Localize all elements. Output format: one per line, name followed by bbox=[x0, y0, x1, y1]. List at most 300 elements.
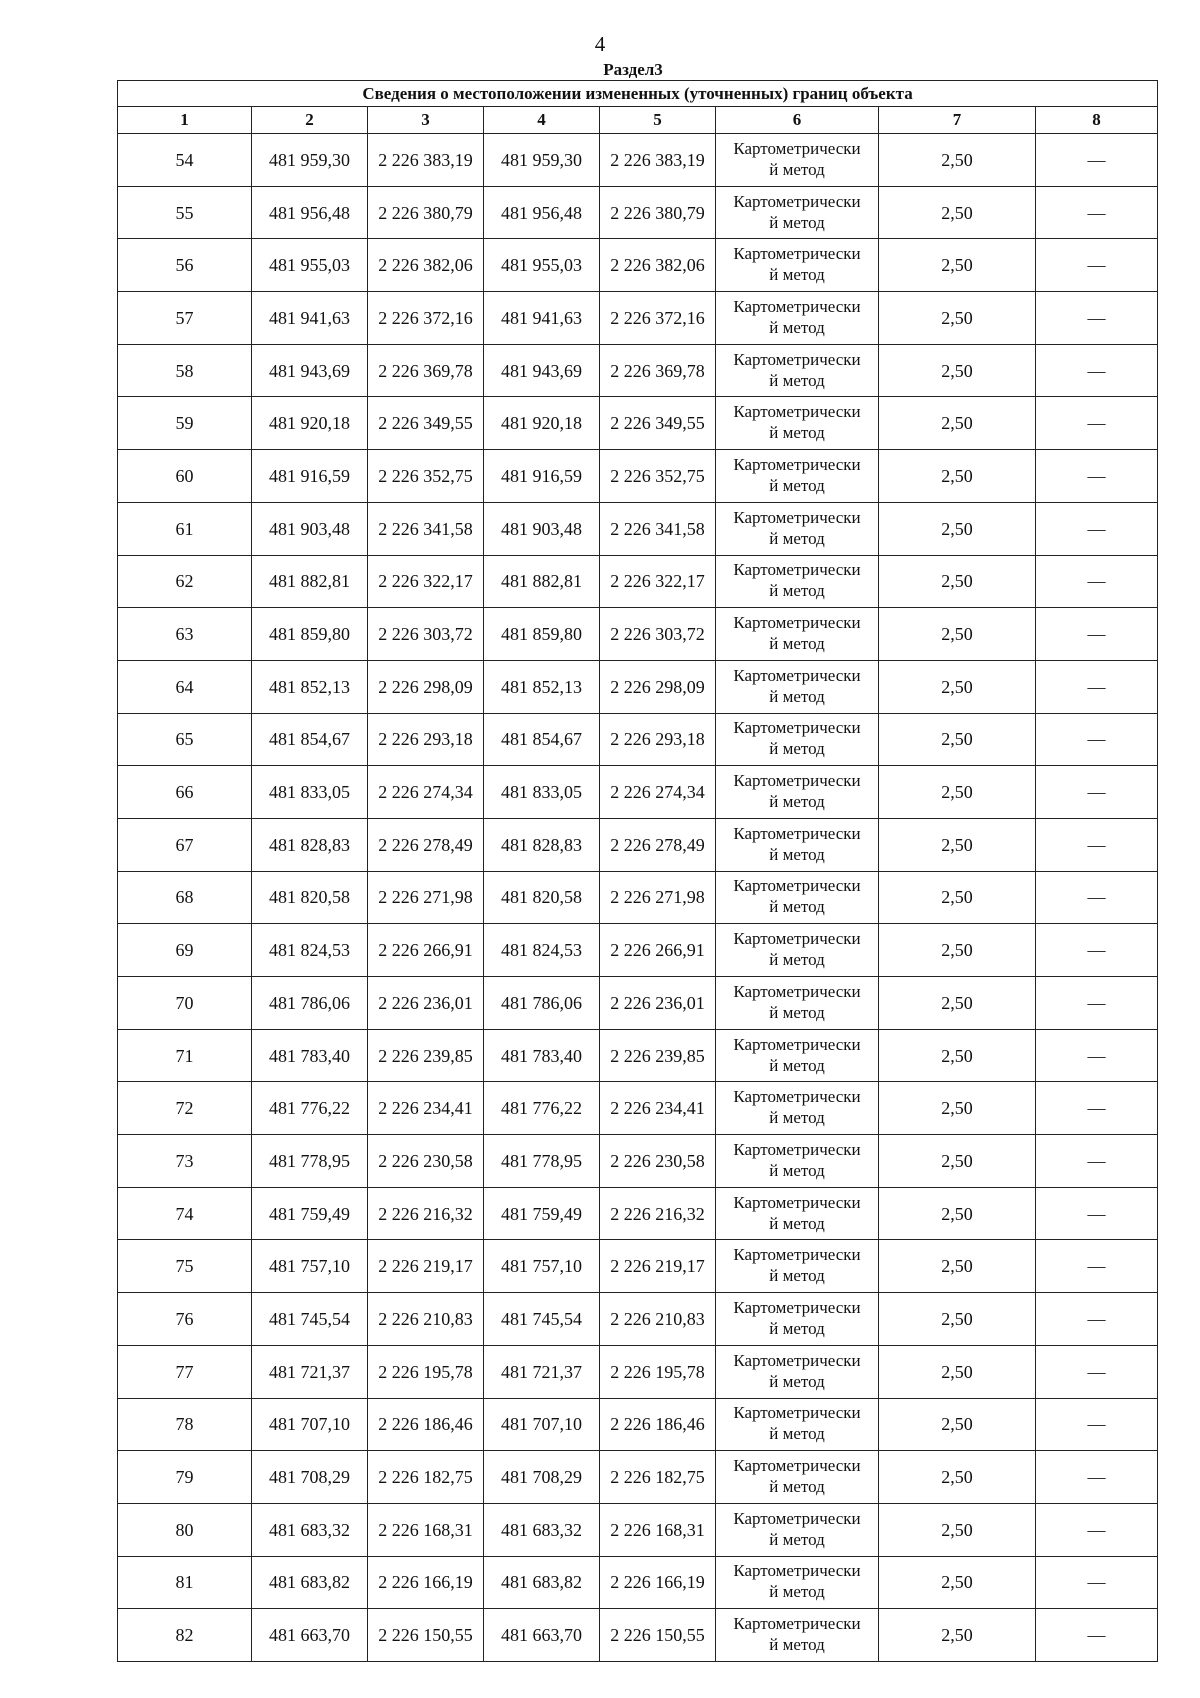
new-y-coordinate-cell: 2 226 234,41 bbox=[600, 1082, 716, 1135]
new-y-coordinate-cell: 2 226 210,83 bbox=[600, 1293, 716, 1346]
note-cell: — bbox=[1036, 450, 1158, 503]
existing-x-coordinate-cell: 481 786,06 bbox=[252, 977, 368, 1030]
note-cell: — bbox=[1036, 1240, 1158, 1293]
method-line-1: Картометрически bbox=[733, 402, 861, 422]
existing-x-coordinate-cell: 481 683,82 bbox=[252, 1556, 368, 1609]
table-row bbox=[118, 344, 1158, 397]
method-line-2: й метод bbox=[769, 634, 825, 654]
point-number-cell: 64 bbox=[118, 660, 252, 713]
table-row bbox=[118, 134, 1158, 187]
method-line-1: Картометрически bbox=[733, 138, 861, 158]
method-line-2: й метод bbox=[769, 1424, 825, 1444]
accuracy-cell: 2,50 bbox=[879, 977, 1036, 1030]
note-cell: — bbox=[1036, 1187, 1158, 1240]
point-number-cell: 74 bbox=[118, 1187, 252, 1240]
existing-x-coordinate-cell: 481 955,03 bbox=[252, 239, 368, 292]
method-cell bbox=[716, 608, 879, 661]
column-header: 2 bbox=[252, 107, 368, 134]
existing-x-coordinate-cell: 481 783,40 bbox=[252, 1029, 368, 1082]
existing-y-coordinate-cell: 2 226 383,19 bbox=[368, 134, 484, 187]
method-line-2: й метод bbox=[769, 686, 825, 706]
accuracy-cell: 2,50 bbox=[879, 186, 1036, 239]
column-header: 1 bbox=[118, 107, 252, 134]
new-x-coordinate-cell: 481 683,32 bbox=[484, 1503, 600, 1556]
point-number-cell: 81 bbox=[118, 1556, 252, 1609]
note-cell: — bbox=[1036, 1135, 1158, 1188]
new-y-coordinate-cell: 2 226 182,75 bbox=[600, 1451, 716, 1504]
table-body bbox=[118, 134, 1158, 1662]
existing-y-coordinate-cell: 2 226 195,78 bbox=[368, 1345, 484, 1398]
point-number-cell: 61 bbox=[118, 502, 252, 555]
new-y-coordinate-cell: 2 226 168,31 bbox=[600, 1503, 716, 1556]
method-cell bbox=[716, 555, 879, 608]
method-line-1: Картометрически bbox=[733, 191, 861, 211]
table-row bbox=[118, 239, 1158, 292]
table-row bbox=[118, 1398, 1158, 1451]
method-line-2: й метод bbox=[769, 265, 825, 285]
note-cell: — bbox=[1036, 1556, 1158, 1609]
new-x-coordinate-cell: 481 955,03 bbox=[484, 239, 600, 292]
note-cell: — bbox=[1036, 239, 1158, 292]
new-x-coordinate-cell: 481 824,53 bbox=[484, 924, 600, 977]
new-y-coordinate-cell: 2 226 216,32 bbox=[600, 1187, 716, 1240]
method-line-1: Картометрически bbox=[733, 1403, 861, 1423]
new-x-coordinate-cell: 481 708,29 bbox=[484, 1451, 600, 1504]
page-number: 4 bbox=[594, 32, 606, 56]
existing-x-coordinate-cell: 481 824,53 bbox=[252, 924, 368, 977]
method-line-1: Картометрически bbox=[733, 613, 861, 633]
new-x-coordinate-cell: 481 916,59 bbox=[484, 450, 600, 503]
table-row bbox=[118, 1345, 1158, 1398]
method-line-1: Картометрически bbox=[733, 244, 861, 264]
method-cell bbox=[716, 1082, 879, 1135]
point-number-cell: 55 bbox=[118, 186, 252, 239]
existing-y-coordinate-cell: 2 226 382,06 bbox=[368, 239, 484, 292]
new-x-coordinate-cell: 481 956,48 bbox=[484, 186, 600, 239]
method-line-2: й метод bbox=[769, 1108, 825, 1128]
existing-y-coordinate-cell: 2 226 166,19 bbox=[368, 1556, 484, 1609]
accuracy-cell: 2,50 bbox=[879, 239, 1036, 292]
method-cell bbox=[716, 1556, 879, 1609]
method-line-2: й метод bbox=[769, 1002, 825, 1022]
new-x-coordinate-cell: 481 943,69 bbox=[484, 344, 600, 397]
method-line-1: Картометрически bbox=[733, 823, 861, 843]
existing-x-coordinate-cell: 481 916,59 bbox=[252, 450, 368, 503]
table-row bbox=[118, 1451, 1158, 1504]
note-cell: — bbox=[1036, 1345, 1158, 1398]
table-row bbox=[118, 1609, 1158, 1662]
method-line-1: Картометрически bbox=[733, 876, 861, 896]
existing-x-coordinate-cell: 481 828,83 bbox=[252, 818, 368, 871]
method-line-2: й метод bbox=[769, 1318, 825, 1338]
method-cell bbox=[716, 1240, 879, 1293]
point-number-cell: 67 bbox=[118, 818, 252, 871]
accuracy-cell: 2,50 bbox=[879, 871, 1036, 924]
method-line-1: Картометрически bbox=[733, 1245, 861, 1265]
existing-y-coordinate-cell: 2 226 210,83 bbox=[368, 1293, 484, 1346]
new-x-coordinate-cell: 481 941,63 bbox=[484, 292, 600, 345]
point-number-cell: 57 bbox=[118, 292, 252, 345]
accuracy-cell: 2,50 bbox=[879, 924, 1036, 977]
note-cell: — bbox=[1036, 1609, 1158, 1662]
existing-x-coordinate-cell: 481 707,10 bbox=[252, 1398, 368, 1451]
point-number-cell: 70 bbox=[118, 977, 252, 1030]
note-cell: — bbox=[1036, 1398, 1158, 1451]
existing-x-coordinate-cell: 481 721,37 bbox=[252, 1345, 368, 1398]
existing-x-coordinate-cell: 481 959,30 bbox=[252, 134, 368, 187]
point-number-cell: 73 bbox=[118, 1135, 252, 1188]
method-line-1: Картометрически bbox=[733, 718, 861, 738]
method-line-1: Картометрически bbox=[733, 507, 861, 527]
accuracy-cell: 2,50 bbox=[879, 1240, 1036, 1293]
accuracy-cell: 2,50 bbox=[879, 713, 1036, 766]
point-number-cell: 82 bbox=[118, 1609, 252, 1662]
column-header: 5 bbox=[600, 107, 716, 134]
existing-y-coordinate-cell: 2 226 298,09 bbox=[368, 660, 484, 713]
existing-x-coordinate-cell: 481 956,48 bbox=[252, 186, 368, 239]
method-cell bbox=[716, 660, 879, 713]
method-cell bbox=[716, 134, 879, 187]
method-line-2: й метод bbox=[769, 1529, 825, 1549]
method-line-2: й метод bbox=[769, 1582, 825, 1602]
new-y-coordinate-cell: 2 226 186,46 bbox=[600, 1398, 716, 1451]
existing-y-coordinate-cell: 2 226 369,78 bbox=[368, 344, 484, 397]
method-line-1: Картометрически bbox=[733, 1087, 861, 1107]
new-x-coordinate-cell: 481 859,80 bbox=[484, 608, 600, 661]
table-row bbox=[118, 1187, 1158, 1240]
method-cell bbox=[716, 1345, 879, 1398]
method-line-2: й метод bbox=[769, 317, 825, 337]
new-x-coordinate-cell: 481 683,82 bbox=[484, 1556, 600, 1609]
method-line-1: Картометрически bbox=[733, 1350, 861, 1370]
table-row bbox=[118, 871, 1158, 924]
accuracy-cell: 2,50 bbox=[879, 450, 1036, 503]
method-line-1: Картометрически bbox=[733, 929, 861, 949]
coordinates-table bbox=[117, 80, 1158, 1662]
new-y-coordinate-cell: 2 226 322,17 bbox=[600, 555, 716, 608]
method-line-1: Картометрически bbox=[733, 1034, 861, 1054]
existing-x-coordinate-cell: 481 663,70 bbox=[252, 1609, 368, 1662]
method-cell bbox=[716, 292, 879, 345]
point-number-cell: 69 bbox=[118, 924, 252, 977]
existing-y-coordinate-cell: 2 226 349,55 bbox=[368, 397, 484, 450]
method-cell bbox=[716, 1451, 879, 1504]
accuracy-cell: 2,50 bbox=[879, 1451, 1036, 1504]
method-line-2: й метод bbox=[769, 1055, 825, 1075]
existing-y-coordinate-cell: 2 226 322,17 bbox=[368, 555, 484, 608]
existing-y-coordinate-cell: 2 226 182,75 bbox=[368, 1451, 484, 1504]
new-y-coordinate-cell: 2 226 266,91 bbox=[600, 924, 716, 977]
existing-y-coordinate-cell: 2 226 372,16 bbox=[368, 292, 484, 345]
existing-x-coordinate-cell: 481 820,58 bbox=[252, 871, 368, 924]
new-x-coordinate-cell: 481 778,95 bbox=[484, 1135, 600, 1188]
existing-y-coordinate-cell: 2 226 150,55 bbox=[368, 1609, 484, 1662]
point-number-cell: 78 bbox=[118, 1398, 252, 1451]
table-row bbox=[118, 924, 1158, 977]
accuracy-cell: 2,50 bbox=[879, 502, 1036, 555]
new-x-coordinate-cell: 481 833,05 bbox=[484, 766, 600, 819]
new-y-coordinate-cell: 2 226 236,01 bbox=[600, 977, 716, 1030]
accuracy-cell: 2,50 bbox=[879, 818, 1036, 871]
accuracy-cell: 2,50 bbox=[879, 134, 1036, 187]
method-line-2: й метод bbox=[769, 1213, 825, 1233]
accuracy-cell: 2,50 bbox=[879, 555, 1036, 608]
existing-y-coordinate-cell: 2 226 352,75 bbox=[368, 450, 484, 503]
existing-y-coordinate-cell: 2 226 219,17 bbox=[368, 1240, 484, 1293]
method-line-2: й метод bbox=[769, 739, 825, 759]
table-row bbox=[118, 608, 1158, 661]
accuracy-cell: 2,50 bbox=[879, 1556, 1036, 1609]
existing-x-coordinate-cell: 481 859,80 bbox=[252, 608, 368, 661]
table-row bbox=[118, 977, 1158, 1030]
note-cell: — bbox=[1036, 292, 1158, 345]
note-cell: — bbox=[1036, 1503, 1158, 1556]
point-number-cell: 75 bbox=[118, 1240, 252, 1293]
table-row bbox=[118, 713, 1158, 766]
existing-x-coordinate-cell: 481 776,22 bbox=[252, 1082, 368, 1135]
new-x-coordinate-cell: 481 959,30 bbox=[484, 134, 600, 187]
method-cell bbox=[716, 977, 879, 1030]
method-cell bbox=[716, 1187, 879, 1240]
point-number-cell: 58 bbox=[118, 344, 252, 397]
note-cell: — bbox=[1036, 660, 1158, 713]
table-row bbox=[118, 450, 1158, 503]
method-line-1: Картометрически bbox=[733, 981, 861, 1001]
method-cell bbox=[716, 766, 879, 819]
method-cell bbox=[716, 1293, 879, 1346]
note-cell: — bbox=[1036, 397, 1158, 450]
existing-x-coordinate-cell: 481 745,54 bbox=[252, 1293, 368, 1346]
new-x-coordinate-cell: 481 707,10 bbox=[484, 1398, 600, 1451]
note-cell: — bbox=[1036, 134, 1158, 187]
method-line-2: й метод bbox=[769, 1160, 825, 1180]
method-cell bbox=[716, 924, 879, 977]
existing-x-coordinate-cell: 481 882,81 bbox=[252, 555, 368, 608]
existing-x-coordinate-cell: 481 757,10 bbox=[252, 1240, 368, 1293]
note-cell: — bbox=[1036, 1451, 1158, 1504]
existing-y-coordinate-cell: 2 226 380,79 bbox=[368, 186, 484, 239]
method-cell bbox=[716, 1609, 879, 1662]
method-line-1: Картометрически bbox=[733, 1139, 861, 1159]
existing-y-coordinate-cell: 2 226 303,72 bbox=[368, 608, 484, 661]
existing-y-coordinate-cell: 2 226 230,58 bbox=[368, 1135, 484, 1188]
method-cell bbox=[716, 1029, 879, 1082]
method-line-2: й метод bbox=[769, 1477, 825, 1497]
existing-y-coordinate-cell: 2 226 266,91 bbox=[368, 924, 484, 977]
method-line-1: Картометрически bbox=[733, 1614, 861, 1634]
method-cell bbox=[716, 818, 879, 871]
method-line-2: й метод bbox=[769, 1635, 825, 1655]
method-line-1: Картометрически bbox=[733, 1297, 861, 1317]
note-cell: — bbox=[1036, 924, 1158, 977]
existing-y-coordinate-cell: 2 226 186,46 bbox=[368, 1398, 484, 1451]
note-cell: — bbox=[1036, 186, 1158, 239]
point-number-cell: 54 bbox=[118, 134, 252, 187]
method-line-1: Картометрически bbox=[733, 349, 861, 369]
table-caption: Сведения о местоположении измененных (уточненных) границ объекта bbox=[118, 81, 1158, 107]
new-y-coordinate-cell: 2 226 372,16 bbox=[600, 292, 716, 345]
accuracy-cell: 2,50 bbox=[879, 292, 1036, 345]
method-line-1: Картометрически bbox=[733, 296, 861, 316]
new-x-coordinate-cell: 481 920,18 bbox=[484, 397, 600, 450]
table-row bbox=[118, 818, 1158, 871]
new-y-coordinate-cell: 2 226 341,58 bbox=[600, 502, 716, 555]
new-y-coordinate-cell: 2 226 349,55 bbox=[600, 397, 716, 450]
new-y-coordinate-cell: 2 226 369,78 bbox=[600, 344, 716, 397]
method-line-1: Картометрически bbox=[733, 560, 861, 580]
method-line-2: й метод bbox=[769, 581, 825, 601]
new-y-coordinate-cell: 2 226 278,49 bbox=[600, 818, 716, 871]
method-line-2: й метод bbox=[769, 897, 825, 917]
method-cell bbox=[716, 713, 879, 766]
point-number-cell: 63 bbox=[118, 608, 252, 661]
existing-y-coordinate-cell: 2 226 271,98 bbox=[368, 871, 484, 924]
method-cell bbox=[716, 1503, 879, 1556]
point-number-cell: 62 bbox=[118, 555, 252, 608]
method-cell bbox=[716, 450, 879, 503]
method-cell bbox=[716, 1135, 879, 1188]
column-header: 6 bbox=[716, 107, 879, 134]
new-y-coordinate-cell: 2 226 166,19 bbox=[600, 1556, 716, 1609]
new-x-coordinate-cell: 481 759,49 bbox=[484, 1187, 600, 1240]
existing-x-coordinate-cell: 481 852,13 bbox=[252, 660, 368, 713]
new-x-coordinate-cell: 481 783,40 bbox=[484, 1029, 600, 1082]
existing-x-coordinate-cell: 481 941,63 bbox=[252, 292, 368, 345]
table-row bbox=[118, 555, 1158, 608]
new-y-coordinate-cell: 2 226 303,72 bbox=[600, 608, 716, 661]
table-row bbox=[118, 1503, 1158, 1556]
method-line-2: й метод bbox=[769, 212, 825, 232]
existing-y-coordinate-cell: 2 226 216,32 bbox=[368, 1187, 484, 1240]
new-x-coordinate-cell: 481 852,13 bbox=[484, 660, 600, 713]
method-cell bbox=[716, 871, 879, 924]
point-number-cell: 66 bbox=[118, 766, 252, 819]
accuracy-cell: 2,50 bbox=[879, 766, 1036, 819]
existing-y-coordinate-cell: 2 226 234,41 bbox=[368, 1082, 484, 1135]
accuracy-cell: 2,50 bbox=[879, 344, 1036, 397]
note-cell: — bbox=[1036, 1082, 1158, 1135]
method-line-2: й метод bbox=[769, 1266, 825, 1286]
point-number-cell: 56 bbox=[118, 239, 252, 292]
accuracy-cell: 2,50 bbox=[879, 1135, 1036, 1188]
accuracy-cell: 2,50 bbox=[879, 1293, 1036, 1346]
accuracy-cell: 2,50 bbox=[879, 608, 1036, 661]
point-number-cell: 77 bbox=[118, 1345, 252, 1398]
existing-y-coordinate-cell: 2 226 239,85 bbox=[368, 1029, 484, 1082]
method-line-2: й метод bbox=[769, 423, 825, 443]
note-cell: — bbox=[1036, 713, 1158, 766]
existing-x-coordinate-cell: 481 943,69 bbox=[252, 344, 368, 397]
existing-x-coordinate-cell: 481 833,05 bbox=[252, 766, 368, 819]
method-line-2: й метод bbox=[769, 950, 825, 970]
method-line-1: Картометрически bbox=[733, 1456, 861, 1476]
existing-x-coordinate-cell: 481 778,95 bbox=[252, 1135, 368, 1188]
existing-x-coordinate-cell: 481 683,32 bbox=[252, 1503, 368, 1556]
new-x-coordinate-cell: 481 663,70 bbox=[484, 1609, 600, 1662]
note-cell: — bbox=[1036, 608, 1158, 661]
new-x-coordinate-cell: 481 882,81 bbox=[484, 555, 600, 608]
point-number-cell: 60 bbox=[118, 450, 252, 503]
method-line-2: й метод bbox=[769, 475, 825, 495]
method-line-1: Картометрически bbox=[733, 1192, 861, 1212]
point-number-cell: 80 bbox=[118, 1503, 252, 1556]
point-number-cell: 76 bbox=[118, 1293, 252, 1346]
method-line-2: й метод bbox=[769, 844, 825, 864]
new-y-coordinate-cell: 2 226 293,18 bbox=[600, 713, 716, 766]
table-row bbox=[118, 766, 1158, 819]
method-cell bbox=[716, 239, 879, 292]
new-y-coordinate-cell: 2 226 382,06 bbox=[600, 239, 716, 292]
note-cell: — bbox=[1036, 766, 1158, 819]
existing-y-coordinate-cell: 2 226 168,31 bbox=[368, 1503, 484, 1556]
method-line-1: Картометрически bbox=[733, 665, 861, 685]
note-cell: — bbox=[1036, 871, 1158, 924]
point-number-cell: 68 bbox=[118, 871, 252, 924]
new-y-coordinate-cell: 2 226 274,34 bbox=[600, 766, 716, 819]
point-number-cell: 71 bbox=[118, 1029, 252, 1082]
note-cell: — bbox=[1036, 555, 1158, 608]
new-y-coordinate-cell: 2 226 230,58 bbox=[600, 1135, 716, 1188]
table-row bbox=[118, 397, 1158, 450]
point-number-cell: 72 bbox=[118, 1082, 252, 1135]
accuracy-cell: 2,50 bbox=[879, 1082, 1036, 1135]
note-cell: — bbox=[1036, 1293, 1158, 1346]
existing-x-coordinate-cell: 481 854,67 bbox=[252, 713, 368, 766]
existing-y-coordinate-cell: 2 226 274,34 bbox=[368, 766, 484, 819]
new-y-coordinate-cell: 2 226 271,98 bbox=[600, 871, 716, 924]
new-y-coordinate-cell: 2 226 239,85 bbox=[600, 1029, 716, 1082]
new-x-coordinate-cell: 481 745,54 bbox=[484, 1293, 600, 1346]
existing-y-coordinate-cell: 2 226 293,18 bbox=[368, 713, 484, 766]
note-cell: — bbox=[1036, 1029, 1158, 1082]
new-x-coordinate-cell: 481 776,22 bbox=[484, 1082, 600, 1135]
method-line-1: Картометрически bbox=[733, 1561, 861, 1581]
table-row bbox=[118, 1082, 1158, 1135]
table-row bbox=[118, 502, 1158, 555]
table-row bbox=[118, 1293, 1158, 1346]
new-y-coordinate-cell: 2 226 195,78 bbox=[600, 1345, 716, 1398]
new-x-coordinate-cell: 481 854,67 bbox=[484, 713, 600, 766]
method-cell bbox=[716, 1398, 879, 1451]
table-row bbox=[118, 660, 1158, 713]
new-y-coordinate-cell: 2 226 219,17 bbox=[600, 1240, 716, 1293]
accuracy-cell: 2,50 bbox=[879, 1609, 1036, 1662]
method-line-2: й метод bbox=[769, 528, 825, 548]
note-cell: — bbox=[1036, 502, 1158, 555]
existing-y-coordinate-cell: 2 226 341,58 bbox=[368, 502, 484, 555]
table-row bbox=[118, 1135, 1158, 1188]
method-cell bbox=[716, 344, 879, 397]
method-line-2: й метод bbox=[769, 792, 825, 812]
method-cell bbox=[716, 397, 879, 450]
new-y-coordinate-cell: 2 226 150,55 bbox=[600, 1609, 716, 1662]
new-x-coordinate-cell: 481 757,10 bbox=[484, 1240, 600, 1293]
accuracy-cell: 2,50 bbox=[879, 660, 1036, 713]
table-row bbox=[118, 1556, 1158, 1609]
method-line-1: Картометрически bbox=[733, 771, 861, 791]
column-header: 3 bbox=[368, 107, 484, 134]
method-cell bbox=[716, 186, 879, 239]
column-header-row bbox=[118, 107, 1158, 134]
column-header: 4 bbox=[484, 107, 600, 134]
new-x-coordinate-cell: 481 820,58 bbox=[484, 871, 600, 924]
new-y-coordinate-cell: 2 226 383,19 bbox=[600, 134, 716, 187]
new-x-coordinate-cell: 481 828,83 bbox=[484, 818, 600, 871]
method-line-1: Картометрически bbox=[733, 454, 861, 474]
table-row bbox=[118, 1029, 1158, 1082]
method-line-2: й метод bbox=[769, 370, 825, 390]
method-line-2: й метод bbox=[769, 159, 825, 179]
